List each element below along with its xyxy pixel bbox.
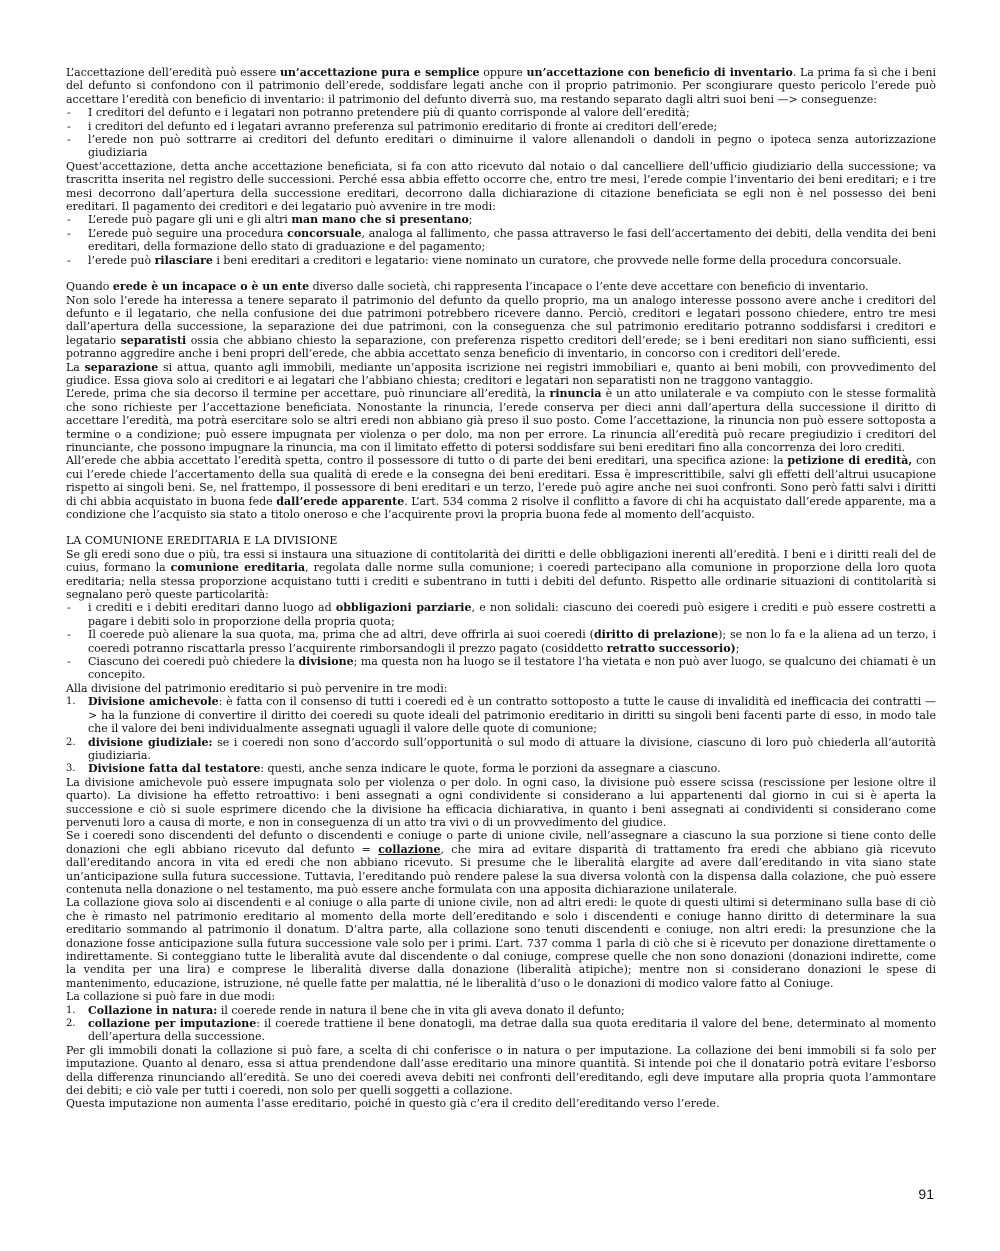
paragraph-separatisti: Non solo l’erede ha interessa a tenere separato il patrimonio del defunto da quello proprio, ma un analogo interesse possono avere anche i creditori del defunto e il legatario, che nella confusione dei due patrimoni potrebbero ricevere danno. Perciò, creditori e legatari possono chiedere, entro tre mesi dall’apertura della successione, la separazione dei due patrimoni, con la conseguenza che sul patrimonio ereditario potranno soddisfarsi i creditori e legatario separatisti ossia che abbiano chiesto la separazione, con preferenza rispetto creditori dell’erede; se i beni ereditari non siano sufficienti, essi potranno aggredire anche i beni propri dell’erede, che abbia accettato senza beneficio di inventario, in concorso con i creditori dell’erede. xyxy=(66,293,936,361)
list-item: - Ciascuno dei coeredi può chiedere la divisione; ma questa non ha luogo se il testatore l’ha vietata e non può aver luogo, se qualcuno dei chiamati è un concepito. xyxy=(66,655,936,682)
paragraph-rinuncia: L’erede, prima che sia decorso il termine per accettare, può rinunciare all’eredità, la rinuncia è un atto unilaterale e va compiuto con le stesse formalità che sono richieste per l’accettazione beneficiata. Nonostante la rinuncia, l’erede conserva per dieci anni dall’apertura della successione il diritto di accettare l’eredità, ma potrà esercitare solo se altri eredi non abbiano già preso il suo posto. Come l’accettazione, la rinuncia non può essere sottoposta a termine o a condizione; può essere impugnata per violenza o per dolo, ma non per errore. La rinuncia all’eredità può recare pregiudizio i creditori del rinunciante, che possono impugnare la rinuncia, ma con il limitato effetto di potersi soddisfare sui beni ereditari fino alla concorrenza dei loro crediti. xyxy=(66,387,937,454)
list-item: - Il coerede può alienare la sua quota, ma, prima che ad altri, deve offrirla ai suoi coeredi (diritto di prelazione); se non lo fa e la aliena ad un terzo, i coeredi potranno riscattarla presso l’acquirente rimborsandogli il prezzo pagato (cosiddetto retratto successorio); xyxy=(66,628,936,655)
spacer xyxy=(66,267,936,280)
payment-modes-list xyxy=(66,213,936,267)
list-item: - i crediti e i debiti ereditari danno luogo ad obbligazioni parziarie, e non solidali: ciascuno dei coeredi può esigere i crediti e può essere costretti a pagare i debiti solo in proporzione della propria quota; xyxy=(66,601,936,628)
paragraph-collazione-giova: La collazione giova solo ai discendenti e al coniuge o alla parte di unione civile, non ad altri eredi: le quote di questi ultimi si determinano sulla base di ciò che è rimasto nel patrimonio ereditario al momento della morte dell’ereditando e solo i discendenti e coniuge hanno diritto di determinare la sua ereditario sommando al patrimonio il donatum. D’altra parte, alla collazione sono tenuti discendenti e coniuge, non altri eredi: la presunzione che la donazione fosse anticipazione sulla futura successione vale solo per i primi. L’art. 737 comma 1 parla di ciò che si è ricevuto per donazione direttamente o indirettamente. Si conteggiano tutte le liberalità avute dal discendente o dal coniuge, comprese quelle che non sono donazioni (donazioni indirette, come la vendita per una lira) e comprese le liberalità diverse dalla donazione (liberalità atipiche); mentre non si considerano donazioni le spese di mantenimento, educazione, istruzione, né quelle fatte per malattia, né le liberalità d’uso o le donazioni di modico valore fatto al Coniuge. xyxy=(66,896,936,990)
page-number: 91 xyxy=(918,1186,934,1202)
list-item: 1. Collazione in natura: il coerede rende in natura il bene che in vita gli aveva donato il defunto; xyxy=(66,1003,625,1017)
particularities-list xyxy=(66,601,936,681)
paragraph-imputazione: Questa imputazione non aumenta l’asse ereditario, poiché in questo già c’era il credito dell’ereditando verso l’erede. xyxy=(66,1097,720,1111)
list-item: - l’erede non può sottrarre ai creditori del defunto ereditari o diminuirne il valore allenandoli o dandoli in pegno o ipoteca senza autorizzazione giudiziaria xyxy=(66,133,936,160)
consequences-list xyxy=(66,106,936,160)
paragraph-collazione-modi: La collazione si può fare in due modi: xyxy=(66,990,276,1004)
list-item: 1. Divisione amichevole: è fatta con il consenso di tutti i coeredi ed è un contratto sottoposto a tutte le cause di invalidità ed inefficacia dei contratti —> ha la funzione di convertire il diritto dei coeredi su quote ideali del patrimonio ereditario in diritti su singoli beni facenti parte di esso, in modo tale che il valore dei beni individualmente assegnati uguagli il valore delle quote di comunione; xyxy=(66,695,936,736)
paragraph-comunione: Se gli eredi sono due o più, tra essi si instaura una situazione di contitolarità dei diritti e delle obbligazioni inerenti all’eredità. I beni e i diritti reali del de cuius, formano la comunione ereditaria, regolata dalle norme sulla comunione; i coeredi partecipano alla comunione in proporzione della loro quota ereditaria; nella stessa proporzione acquistano tutti i crediti e subentrano in tutti i debiti del defunto. Rispetto alle ordinarie situazioni di contitolarità si segnalano però queste particolarità: xyxy=(66,547,937,602)
section-heading: LA COMUNIONE EREDITARIA E LA DIVISIONE xyxy=(66,534,338,548)
list-item: 3. Divisione fatta dal testatore: questi, anche senza indicare le quote, forma le porzioni da assegnare a ciascuno. xyxy=(66,762,721,776)
paragraph-petizione: All’erede che abbia accettato l’eredità spetta, contro il possessore di tutto o di parte dei beni ereditari, una specifica azione: la petizione di eredità, con cui l’erede chiede l’accertamento della sua qualità di erede e la consegna dei beni ereditari. Essa è imprescrittibile, salvi gli effetti dell’altrui usucapione rispetto ai singoli beni. Se, nel frattempo, il possessore di beni ereditari e un terzo, l’erede può agire anche nei suoi confronti. Sono però fatti salvi i diritti di chi abbia acquistato in buona fede dall’erede apparente. L’art. 534 comma 2 risolve il conflitto a favore di chi ha acquistato dall’erede apparente, ma a condizione che l’acquisto sia stato a titolo oneroso e che l’acquirente provi la propria buona fede al momento dell’acquisto. xyxy=(66,454,936,521)
paragraph-immobili: Per gli immobili donati la collazione si può fare, a scelta di chi conferisce o in natura o per imputazione. La collazione dei beni immobili si fa solo per imputazione. Quanto al denaro, essa si attua prendendone dall’asse ereditario una minore quantità. Si intende poi che il donatario potrà evitare l’esborso della differenza rinunciando all’eredità. Se uno dei coeredi aveva debiti nei confronti dell’ereditando, egli deve imputare alla propria quota l’ammontare dei debiti; e ciò vale per tutti i coeredi, non solo per quelli soggetti a collazione. xyxy=(66,1043,936,1098)
list-item: - L’erede può seguire una procedura concorsuale, analoga al fallimento, che passa attraverso le fasi dell’accertamento dei debiti, della vendita dei beni ereditari, della formazione dello stato di graduazione e del pagamento; xyxy=(66,227,936,254)
collation-modes-list xyxy=(66,1004,936,1044)
paragraph-separazione: La separazione si attua, quanto agli immobili, mediante un’apposita iscrizione nei registri immobiliari e, quanto ai beni mobili, con provvedimento del giudice. Essa giova solo ai creditori e ai legatari che l’abbiano chiesta; creditori e legatari non separatisti non ne traggono vantaggio. xyxy=(66,360,936,387)
paragraph-division-intro: Alla divisione del patrimonio ereditario si può pervenire in tre modi: xyxy=(66,681,448,695)
paragraph-accettazione: L’accettazione dell’eredità può essere un’accettazione pura e semplice oppure un’accettazione con beneficio di inventario. La prima fa sì che i beni del defunto si confondono con il patrimonio dell’erede, soddisfare legati anche con il proprio patrimonio. Per scongiurare questo pericolo l’erede può accettare l’eredità con beneficio di inventario: il patrimonio del defunto diverrà suo, ma restando separato dagli altri suoi beni —> conseguenze: xyxy=(66,66,936,106)
paragraph-incapace: Quando erede è un incapace o è un ente diverso dalle società, chi rappresenta l’incapace o l’ente deve accettare con beneficio di inventario. xyxy=(66,280,869,294)
list-item: 2. collazione per imputazione: il coerede trattiene il bene donatogli, ma detrae dalla sua quota ereditaria il valore del bene, determinato al momento dell’apertura della successione. xyxy=(66,1017,936,1044)
list-item: - I creditori del defunto e i legatari non potranno pretendere più di quanto corrisponde al valore dell’eredità; xyxy=(66,106,936,119)
list-item: - L’erede può pagare gli uni e gli altri man mano che si presentano; xyxy=(66,213,936,226)
term-beneficio-inventario: un’accettazione con beneficio di inventario xyxy=(526,66,793,79)
paragraph-collazione: Se i coeredi sono discendenti del defunto o discendenti e coniuge o parte di unione civile, nell’assegnare a ciascuno la sua porzione si tiene conto delle donazioni che egli abbiano ricevuto dal defunto = collazione, che mira ad evitare disparità di trattamento fra eredi che abbiano già ricevuto dall’ereditando ancora in vita ed eredi che non abbiano ricevuto. Si presume che le liberalità elargite ad avere dall’ereditando in vita siano state un’anticipazione sulla futura successione. Tuttavia, l’ereditando può rendere palese la sua diversa volontà con la dispensa dalla colazione, che può essere contenuta nella donazione o nel testamento, ma può essere anche formulata con una apposita dichiarazione unilaterale. xyxy=(66,829,936,896)
list-item: - l’erede può rilasciare i beni ereditari a creditori e legatario: viene nominato un curatore, che provvede nelle forme della procedura concorsuale. xyxy=(66,254,936,267)
list-item: - i creditori del defunto ed i legatari avranno preferenza sul patrimonio ereditario di fronte ai creditori dell’erede; xyxy=(66,120,936,133)
list-item: 2. divisione giudiziale: se i coeredi non sono d’accordo sull’opportunità o sul modo di attuare la divisione, ciascuno di loro può chiederla all’autorità giudiziaria. xyxy=(66,735,936,762)
document-page xyxy=(66,66,936,1111)
spacer xyxy=(66,521,936,534)
term-accettazione-pura: un’accettazione pura e semplice xyxy=(279,66,480,79)
paragraph-accettazione-beneficiata: Quest’accettazione, detta anche accettazione beneficiata, si fa con atto ricevuto dal notaio o dal cancelliere dell’ufficio giudiziario della successione; va trascritta inserita nel registro delle successioni. Perché essa abbia effetto occorre che, entro tre mesi, l’erede compie l’inventario dei beni ereditari; e i tre mesi decorrono dall’apertura della successione ereditari, decorrono dalla dichiarazione di citazione beneficiata se egli non è nel possesso dei beni ereditari. Il pagamento dei creditori e dei legatario può avvenire in tre modi: xyxy=(66,159,936,214)
paragraph-divisione-amichevole: La divisione amichevole può essere impugnata solo per violenza o per dolo. In ogni caso, la divisione può essere scissa (rescissione per lesione oltre il quarto). La divisione ha effetto retroattivo: i beni assegnati a ogni condividente si considerano a lui appartenenti dal giorno in cui si è aperta la successione e ciò si suole esprimere dicendo che la divisione ha efficacia dichiarativa, in quanto i beni assegnati ai condividenti si considerano come pervenuti loro a causa di morte, e non in conseguenza di un atto tra vivi o di un provvedimento del giudice. xyxy=(66,775,936,829)
division-modes-list xyxy=(66,695,936,775)
